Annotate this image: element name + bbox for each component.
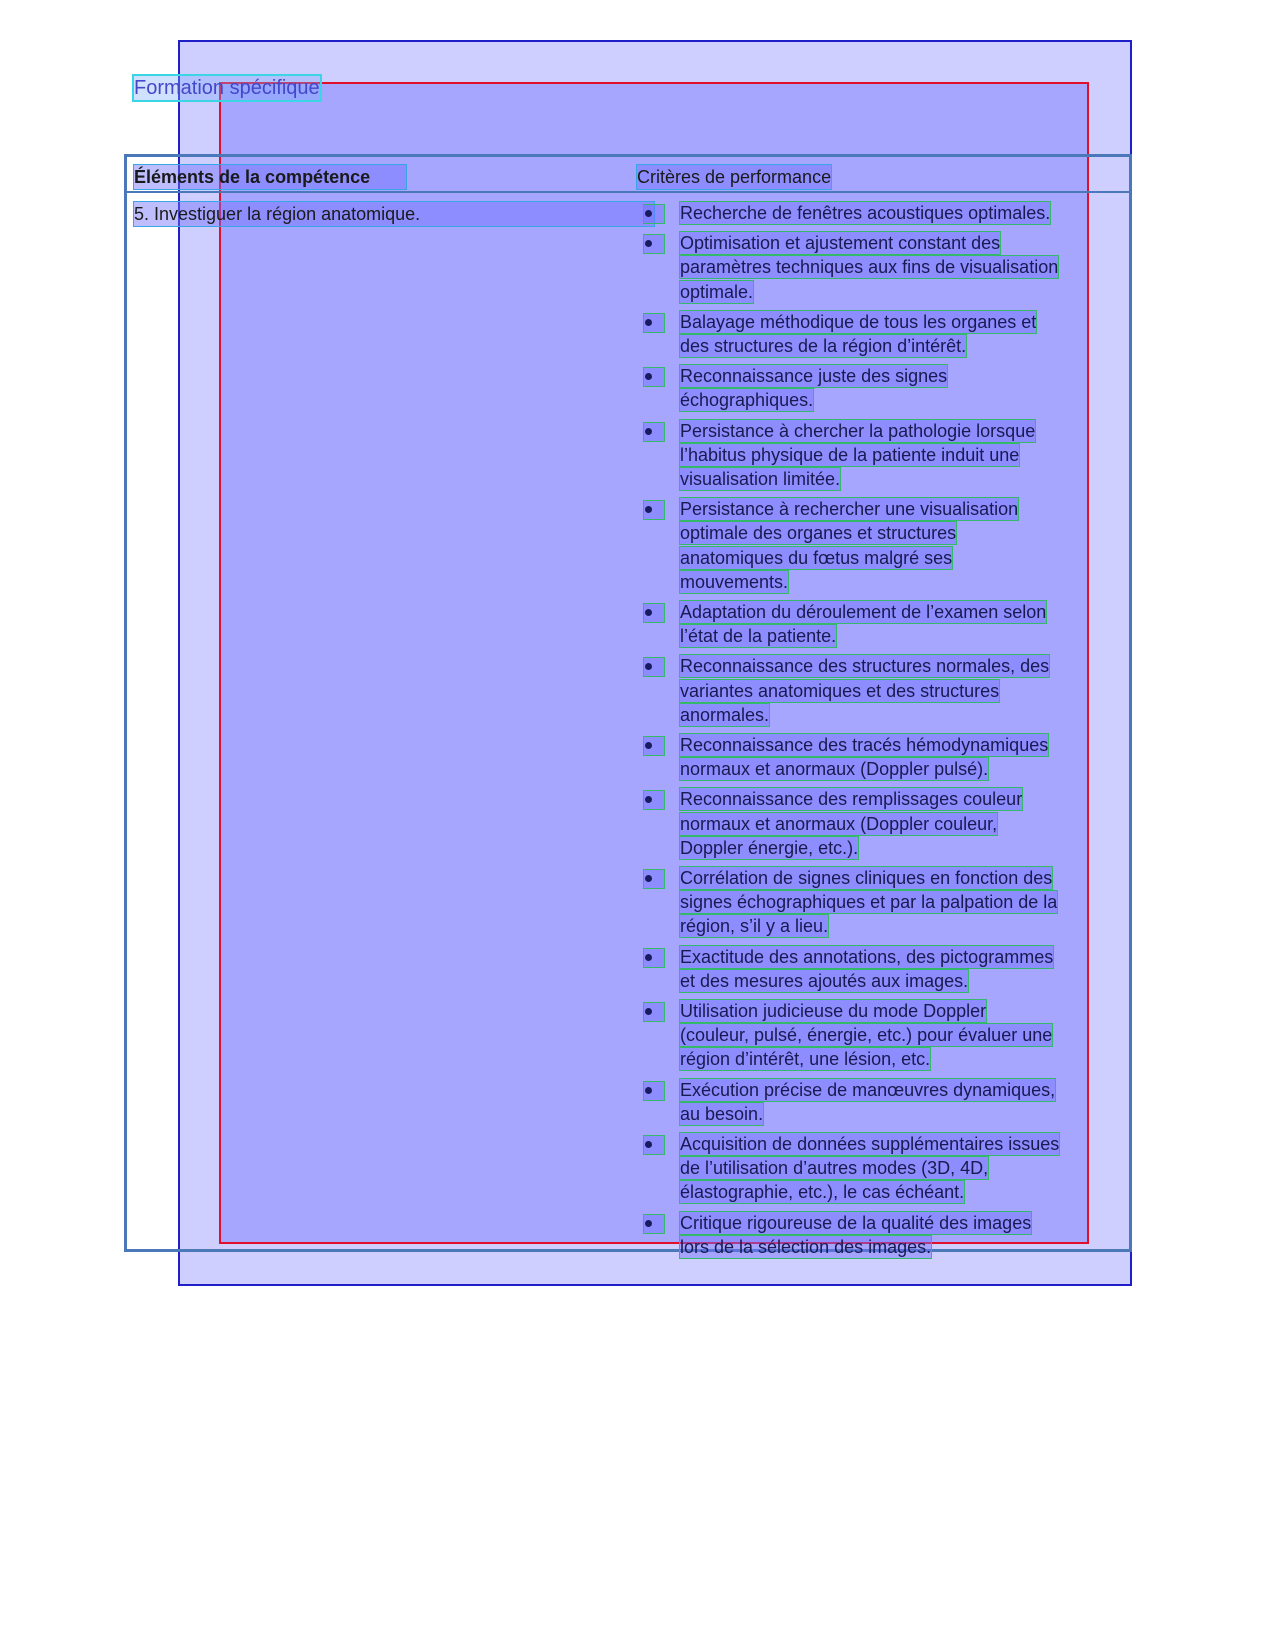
criterion-line: de l’utilisation d’autres modes (3D, 4D, [680,1158,989,1179]
criterion-line: au besoin. [680,1103,764,1124]
bullet-icon [644,1082,664,1100]
table-header-divider [124,191,1132,193]
criterion-line: normaux et anormaux (Doppler pulsé). [680,759,989,780]
criterion-line: Reconnaissance des tracés hémodynamiques [680,735,1049,755]
criterion-line: Critique rigoureuse de la qualité des images [680,1212,1032,1233]
bullet-icon [644,501,664,519]
bullet-icon [644,1136,664,1154]
criterion-line: normaux et anormaux (Doppler couleur, [680,813,998,834]
criterion-line: Utilisation judicieuse du mode Doppler [680,1001,987,1021]
criterion-line: (couleur, pulsé, énergie, etc.) pour évaluer une [680,1025,1053,1046]
criterion-line: Adaptation du déroulement de l’examen selon [680,602,1047,622]
criterion-line: région, s’il y a lieu. [680,916,829,937]
bullet-icon [644,368,664,386]
bullet-icon [644,1215,664,1233]
column-header-criteria: Critères de performance [637,167,832,187]
criterion-line: Recherche de fenêtres acoustiques optimales. [680,203,1051,223]
criterion-line: Persistance à rechercher une visualisation [680,499,1019,520]
bullet-icon [644,205,664,223]
bullet-icon [644,604,664,622]
criterion-line: et des mesures ajoutés aux images. [680,970,969,991]
criterion-line: région d’intérêt, une lésion, etc. [680,1049,931,1070]
criterion-line: anormales. [680,704,770,725]
criterion-line: l’état de la patiente. [680,626,837,647]
criterion-line: visualisation limitée. [680,469,841,489]
column-header-elements: Éléments de la compétence [134,165,406,189]
criterion-line: mouvements. [680,571,789,592]
bullet-icon [644,791,664,809]
criterion-line: optimale des organes et structures [680,523,957,544]
bullet-icon [644,314,664,332]
page-title: Formation spécifique [134,77,320,99]
criterion-line: lors de la sélection des images. [680,1236,932,1257]
criterion-line: Optimisation et ajustement constant des [680,233,1001,254]
criterion-line: des structures de la région d’intérêt. [680,336,967,356]
criterion-line: Reconnaissance des remplissages couleur [680,789,1023,810]
criterion-line: élastographie, etc.), le cas échéant. [680,1182,965,1203]
criterion-line: Acquisition de données supplémentaires issues [680,1134,1060,1154]
criterion-line: Persistance à chercher la pathologie lorsque [680,420,1036,441]
criterion-line: Exactitude des annotations, des pictogrammes [680,946,1054,967]
bullet-icon [644,1003,664,1021]
bullet-icon [644,423,664,441]
bullet-icon [644,870,664,888]
bullet-icon [644,949,664,967]
criterion-line: Exécution précise de manœuvres dynamiques, [680,1079,1056,1100]
criterion-line: Reconnaissance juste des signes [680,366,948,387]
criterion-line: paramètres techniques aux fins de visualisation [680,257,1059,278]
bullet-icon [644,658,664,676]
criterion-line: Doppler énergie, etc.). [680,837,859,858]
criterion-line: signes échographiques et par la palpation de la [680,892,1058,913]
criterion-line: anatomiques du fœtus malgré ses [680,547,953,568]
criterion-line: Reconnaissance des structures normales, des [680,656,1050,677]
criterion-line: Corrélation de signes cliniques en fonction des [680,868,1053,888]
competence-element: 5. Investiguer la région anatomique. [134,202,654,226]
criterion-line: Balayage méthodique de tous les organes et [680,311,1037,332]
bullet-icon [644,235,664,253]
criterion-line: optimale. [680,281,754,302]
criterion-line: échographiques. [680,390,814,411]
criterion-line: variantes anatomiques et des structures [680,680,1000,701]
bullet-icon [644,737,664,755]
criterion-line: l’habitus physique de la patiente induit une [680,444,1020,465]
